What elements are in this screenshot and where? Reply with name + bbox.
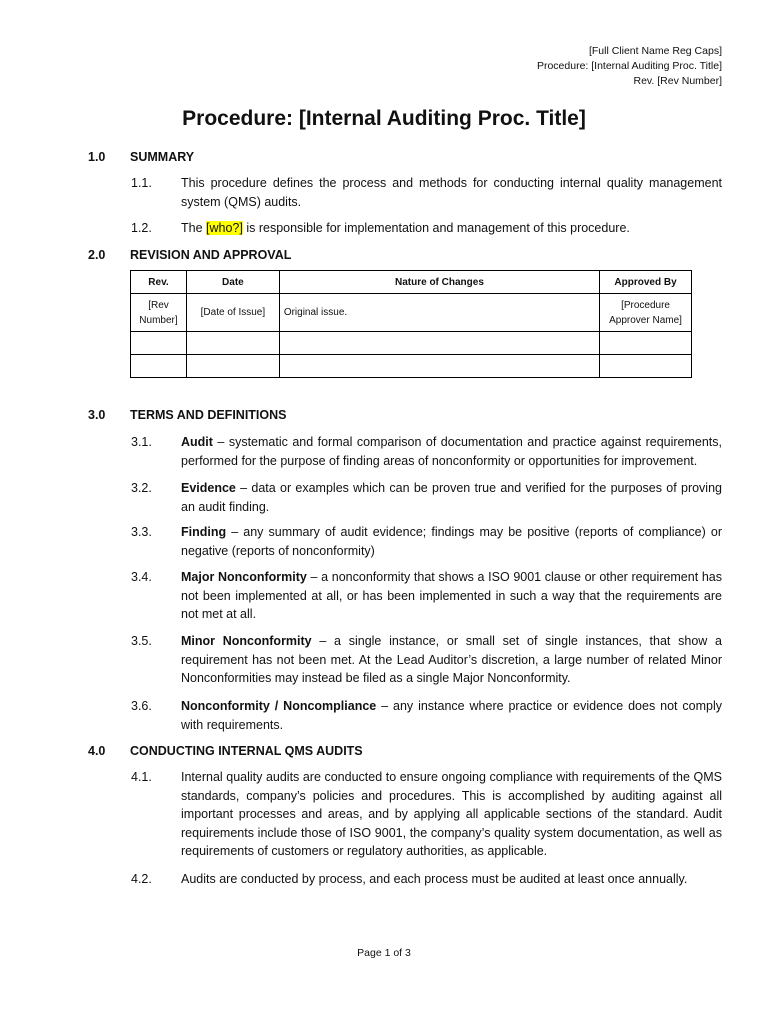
item-number: 1.1. (131, 176, 152, 190)
term-definition: – any instance where practice or evidence does not comply with requirements. (181, 699, 722, 732)
term-definition: – systematic and formal comparison of documentation and practice against requirements, performed for the purpose of finding areas of nonconformity or opportunities for improvement. (181, 435, 722, 468)
item-number: 1.2. (131, 221, 152, 235)
header-client-name: [Full Client Name Reg Caps] (588, 45, 722, 57)
item-number: 3.5. (131, 634, 152, 648)
item-number: 3.2. (131, 481, 152, 495)
item-number: 3.1. (131, 435, 152, 449)
item-text (181, 632, 722, 688)
item-text (181, 219, 722, 238)
term-name: Minor Nonconformity (181, 634, 312, 648)
section-number: 1.0 (88, 150, 106, 164)
item-text (181, 433, 722, 470)
table-cell (600, 355, 692, 378)
item-number: 4.2. (131, 872, 152, 886)
column-header-changes: Nature of Changes (279, 271, 599, 294)
term-definition: – any summary of audit evidence; findings may be positive (reports of compliance) or negative (reports of nonconformity) (181, 525, 722, 558)
header-procedure-title: Procedure: [Internal Auditing Proc. Title] (536, 60, 722, 72)
page-number: Page 1 of 3 (357, 947, 411, 959)
item-text (181, 523, 722, 560)
table-cell: Original issue. (279, 294, 599, 332)
document-header (537, 44, 722, 89)
section-title: CONDUCTING INTERNAL QMS AUDITS (130, 744, 363, 758)
item-text (181, 697, 722, 734)
column-header-date: Date (186, 271, 279, 294)
table-cell (279, 332, 599, 355)
procedure-item (131, 870, 722, 889)
section-number: 3.0 (88, 408, 106, 422)
definition-item (131, 433, 722, 470)
item-text: Internal quality audits are conducted to ensure ongoing compliance with requirements of the QMS standards, company’s policies and procedures. This is accomplished by auditing against all important processes and areas, and by applying all applicable sections of the standard. Audit requirements include those of ISO 9001, the company’s quality system documentation, as well as requirements of customers or regulatory authorities, as applicable. (181, 770, 722, 858)
table-row (131, 332, 692, 355)
table-row (131, 294, 692, 332)
term-name: Audit (181, 435, 213, 449)
table-header-row (131, 271, 692, 294)
definition-item (131, 479, 722, 516)
section-title: SUMMARY (130, 150, 195, 164)
column-header-approved-by: Approved By (600, 271, 692, 294)
table-cell (279, 355, 599, 378)
item-number: 3.4. (131, 570, 152, 584)
highlighted-placeholder: [who?] (206, 221, 243, 235)
item-text (181, 479, 722, 516)
table-cell (186, 332, 279, 355)
table-cell (600, 332, 692, 355)
item-text: This procedure defines the process and methods for conducting internal quality management system (QMS) audits. (181, 176, 722, 209)
table-cell (131, 355, 187, 378)
definition-item (131, 523, 722, 560)
term-name: Nonconformity / Noncompliance (181, 699, 377, 713)
item-text-before: The (181, 221, 207, 235)
item-text-after: is responsible for implementation and management of this procedure. (242, 221, 630, 235)
item-number: 4.1. (131, 770, 152, 784)
item-number: 3.6. (131, 699, 152, 713)
term-name: Finding (181, 525, 227, 539)
table-cell: [Date of Issue] (186, 294, 279, 332)
page-title: Procedure: [Internal Auditing Proc. Title] (182, 107, 586, 130)
term-definition: – a single instance, or small set of single instances, that show a requirement has not been met. At the Lead Auditor’s discretion, a large number of related Minor Nonconformities may instead be filed as a single Major Nonconformity. (181, 634, 722, 685)
table-cell: [Procedure Approver Name] (600, 294, 692, 332)
summary-item (131, 174, 722, 211)
header-revision: Rev. [Rev Number] (633, 75, 722, 87)
section-title: REVISION AND APPROVAL (130, 248, 292, 262)
section-title: TERMS AND DEFINITIONS (130, 408, 287, 422)
table-row (131, 355, 692, 378)
procedure-item (131, 768, 722, 861)
term-definition: – a nonconformity that shows a ISO 9001 clause or other requirement has not been implemented at all, or has been implemented in such a way that the requirements are not met at all. (181, 570, 722, 621)
summary-item (131, 219, 722, 238)
term-definition: – data or examples which can be proven true and verified for the purposes of proving an audit finding. (181, 481, 722, 514)
table-cell: [Rev Number] (131, 294, 187, 332)
section-number: 4.0 (88, 744, 106, 758)
revision-table (130, 270, 692, 378)
definition-item (131, 697, 722, 734)
definition-item (131, 632, 722, 688)
term-name: Major Nonconformity (181, 570, 307, 584)
item-number: 3.3. (131, 525, 152, 539)
term-name: Evidence (181, 481, 236, 495)
table-cell (186, 355, 279, 378)
table-cell (131, 332, 187, 355)
section-number: 2.0 (88, 248, 106, 262)
item-text (181, 568, 722, 624)
column-header-rev: Rev. (131, 271, 187, 294)
item-text: Audits are conducted by process, and each process must be audited at least once annually. (181, 872, 688, 886)
definition-item (131, 568, 722, 624)
